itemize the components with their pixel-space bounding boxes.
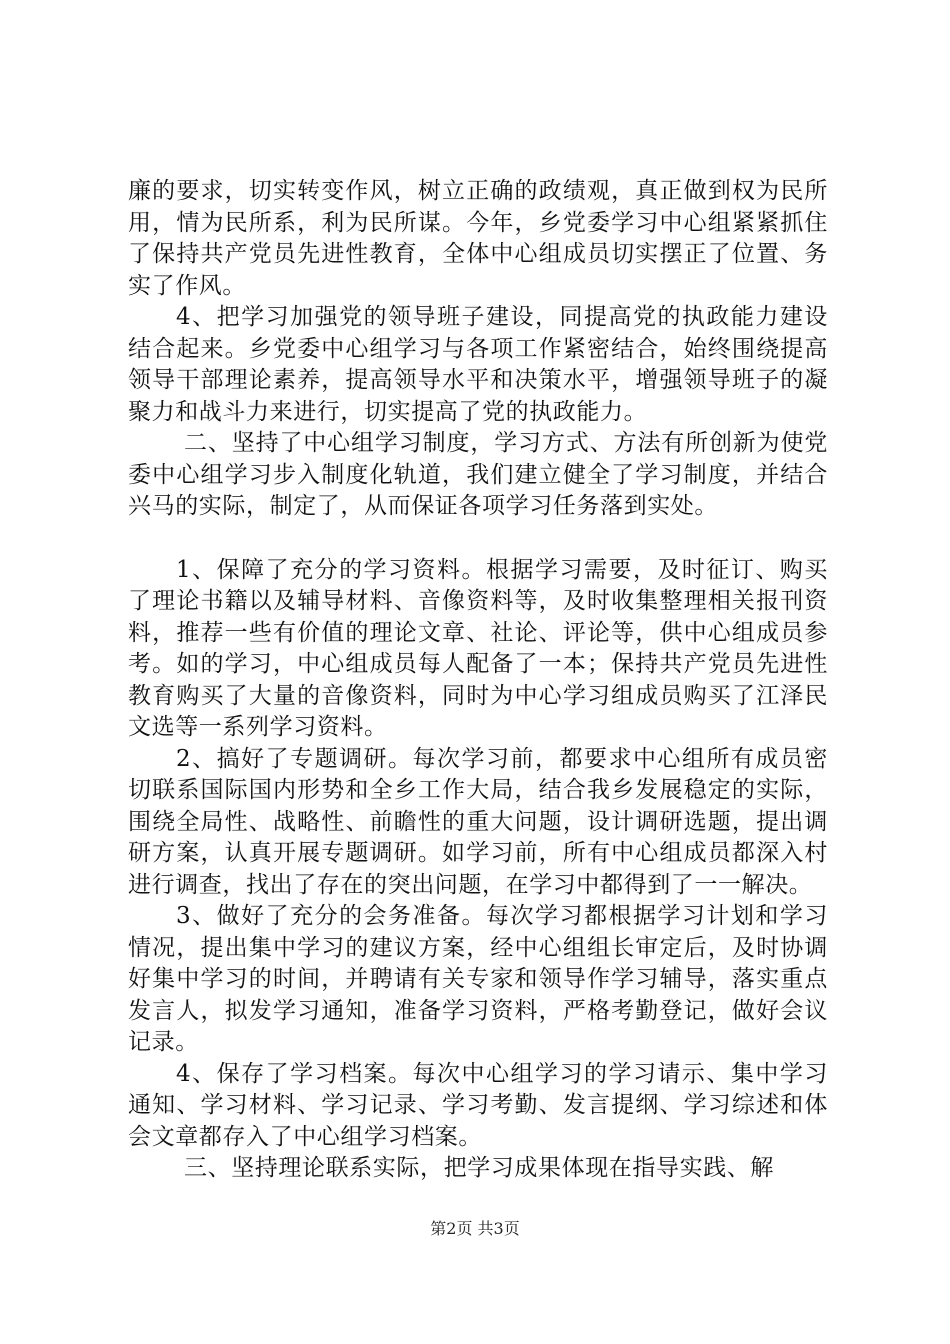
paragraph-item-2-research: 2、搞好了专题调研。每次学习前，都要求中心组所有成员密切联系国际国内形势和全乡工作大局，结合我乡发展稳定的实际，围绕全局性、战略性、前瞻性的重大问题，设计调研选题，提出调研方案，认真开展专题调研。如学习前，所有中心组成员都深入村进行调查，找出了存在的突出问题，在学习中都得到了一一解决。 (128, 745, 828, 898)
paragraph-item-4-leadership: 4、把学习加强党的领导班子建设，同提高党的执政能力建设结合起来。乡党委中心组学习与各项工作紧密结合，始终围绕提高领导干部理论素养，提高领导水平和决策水平，增强领导班子的凝聚力和战斗力来进行，切实提高了党的执政能力。 (128, 304, 828, 425)
paragraph-section-2-heading: 二、坚持了中心组学习制度，学习方式、方法有所创新为使党委中心组学习步入制度化轨道，我们建立健全了学习制度，并结合兴马的实际，制定了，从而保证各项学习任务落到实处。 (128, 430, 828, 519)
paragraph-item-3-meeting: 3、做好了充分的会务准备。每次学习都根据学习计划和学习情况，提出集中学习的建议方案，经中心组组长审定后，及时协调好集中学习的时间，并聘请有关专家和领导作学习辅导，落实重点发言人，拟发学习通知，准备学习资料，严格考勤登记，做好会议记录。 (128, 903, 828, 1055)
paragraph-continuation: 廉的要求，切实转变作风，树立正确的政绩观，真正做到权为民所用，情为民所系，利为民所谋。今年，乡党委学习中心组紧紧抓住了保持共产党员先进性教育，全体中心组成员切实摆正了位置、务实了作风。 (128, 178, 828, 299)
document-body (128, 176, 828, 1185)
paragraph-gap (128, 523, 828, 555)
page-number-footer: 第2页 共3页 (430, 1219, 520, 1238)
paragraph-section-3-heading: 三、坚持理论联系实际，把学习成果体现在指导实践、解 (184, 1155, 774, 1181)
paragraph-item-4-archive: 4、保存了学习档案。每次中心组学习的学习请示、集中学习通知、学习材料、学习记录、学习考勤、发言提纲、学习综述和体会文章都存入了中心组学习档案。 (128, 1060, 828, 1150)
paragraph-item-1-materials: 1、保障了充分的学习资料。根据学习需要，及时征订、购买了理论书籍以及辅导材料、音像资料等，及时收集整理相关报刊资料，推荐一些有价值的理论文章、社论、评论等，供中心组成员参考。如的学习，中心组成员每人配备了一本；保持共产党员先进性教育购买了大量的音像资料，同时为中心学习组成员购买了江泽民文选等一系列学习资料。 (128, 556, 828, 740)
